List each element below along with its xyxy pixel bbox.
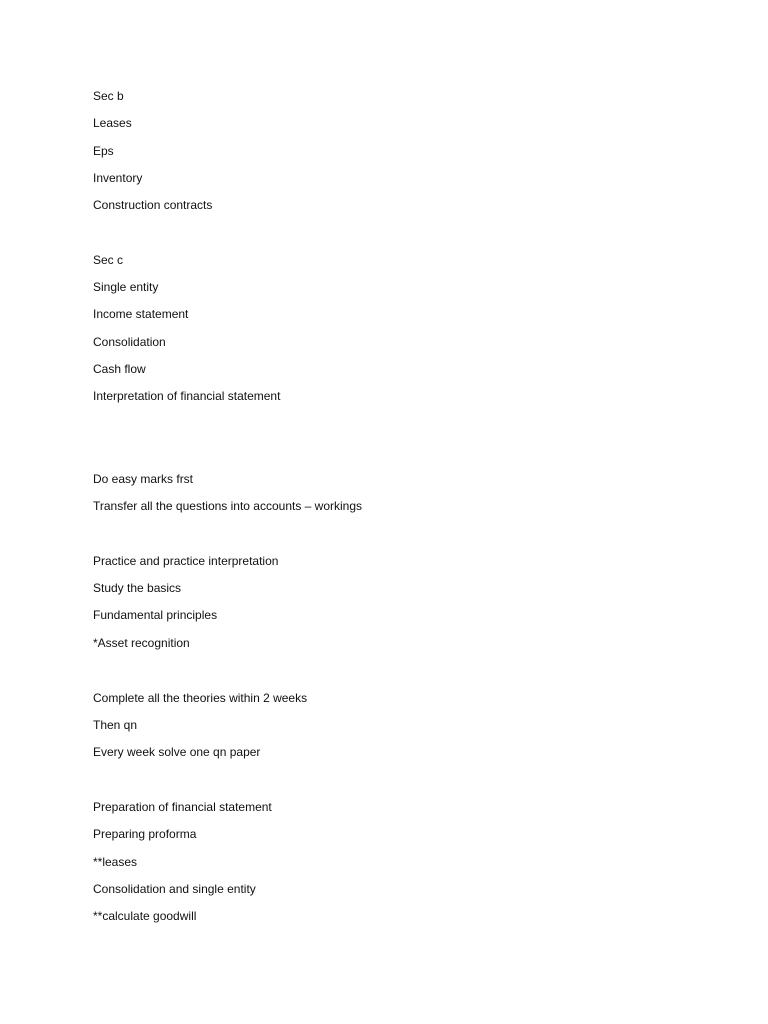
text-line: Consolidation and single entity xyxy=(93,882,256,896)
text-line: Leases xyxy=(93,116,132,130)
text-line: Sec b xyxy=(93,89,124,103)
text-line: Fundamental principles xyxy=(93,608,218,622)
text-line: Consolidation xyxy=(93,335,166,349)
text-line: Every week solve one qn paper xyxy=(93,745,261,759)
text-line: Study the basics xyxy=(93,581,182,595)
text-line: Single entity xyxy=(93,280,159,294)
text-line: **calculate goodwill xyxy=(93,909,197,923)
text-line: Income statement xyxy=(93,307,189,321)
text-line: **leases xyxy=(93,855,138,869)
text-line: Do easy marks frst xyxy=(93,472,194,486)
text-line: *Asset recognition xyxy=(93,636,190,650)
text-line: Sec c xyxy=(93,253,124,267)
text-line: Eps xyxy=(93,144,114,158)
text-line: Construction contracts xyxy=(93,198,213,212)
text-line: Complete all the theories within 2 weeks xyxy=(93,691,308,705)
text-line: Interpretation of financial statement xyxy=(93,389,281,403)
text-line: Preparing proforma xyxy=(93,827,197,841)
text-line: Preparation of financial statement xyxy=(93,800,272,814)
text-line: Transfer all the questions into accounts – workings xyxy=(93,499,363,513)
text-line: Practice and practice interpretation xyxy=(93,554,279,568)
text-line: Inventory xyxy=(93,171,143,185)
text-line: Cash flow xyxy=(93,362,146,376)
text-line: Then qn xyxy=(93,718,138,732)
